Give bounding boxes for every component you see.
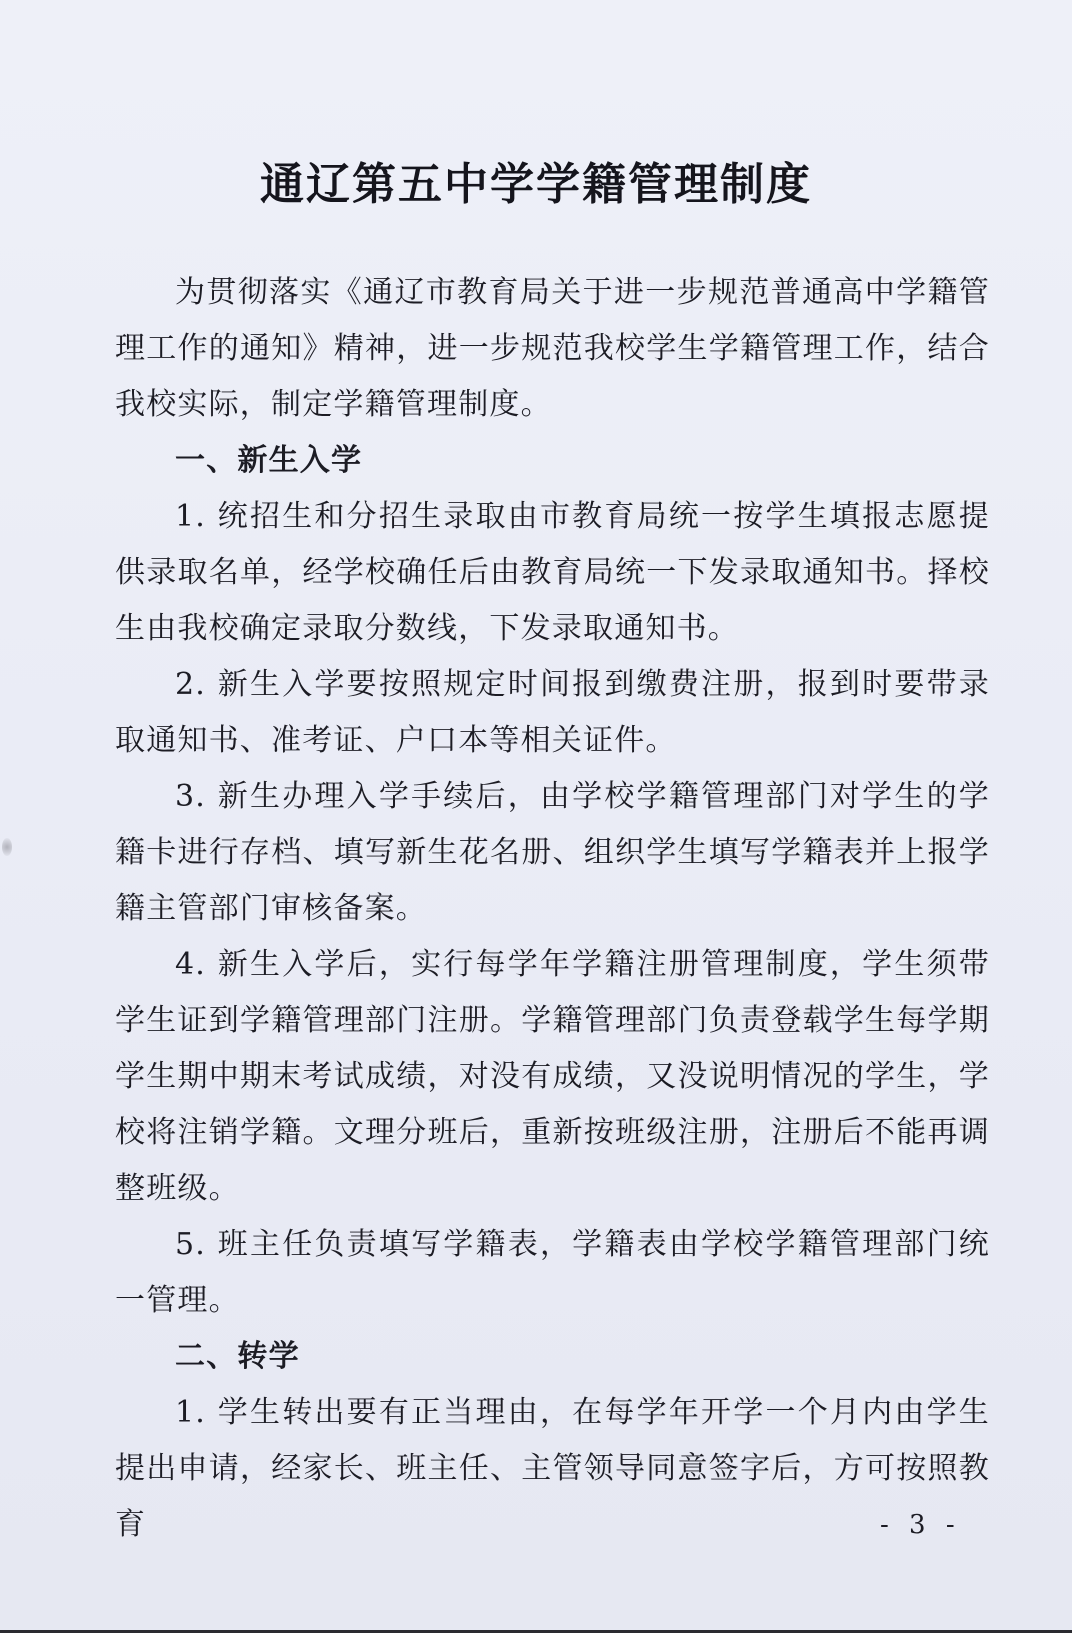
enrollment-item-5: 5. 班主任负责填写学籍表，学籍表由学校学籍管理部门统一管理。 (115, 1227, 990, 1318)
enrollment-item-2: 2. 新生入学要按照规定时间报到缴费注册，报到时要带录取通知书、准考证、户口本等相关证件。 (115, 667, 990, 758)
transfer-item-1: 1. 学生转出要有正当理由，在每学年开学一个月内由学生提出申请，经家长、班主任、主管领导同意签字后，方可按照教育 (115, 1395, 990, 1542)
section-heading-transfer: 二、转学 (175, 1339, 300, 1374)
enrollment-item-3: 3. 新生办理入学手续后，由学校学籍管理部门对学生的学籍卡进行存档、填写新生花名册、组织学生填写学籍表并上报学籍主管部门审核备案。 (115, 779, 990, 926)
document-body (115, 265, 990, 1553)
enrollment-item-4: 4. 新生入学后，实行每学年学籍注册管理制度，学生须带学生证到学籍管理部门注册。学籍管理部门负责登载学生每学期学生期中期末考试成绩，对没有成绩，又没说明情况的学生，学校将注销学籍。文理分班后，重新按班级注册，注册后不能再调整班级。 (115, 947, 990, 1206)
document-title: 通辽第五中学学籍管理制度 (260, 159, 812, 210)
page-number: - 3 - (880, 1510, 961, 1540)
section-heading-enrollment: 一、新生入学 (175, 443, 363, 478)
enrollment-item-1: 1. 统招生和分招生录取由市教育局统一按学生填报志愿提供录取名单，经学校确任后由教育局统一下发录取通知书。择校生由我校确定录取分数线，下发录取通知书。 (115, 499, 990, 646)
scan-speck (2, 838, 12, 856)
intro-paragraph: 为贯彻落实《通辽市教育局关于进一步规范普通高中学籍管理工作的通知》精神，进一步规范我校学生学籍管理工作，结合我校实际，制定学籍管理制度。 (115, 275, 990, 422)
